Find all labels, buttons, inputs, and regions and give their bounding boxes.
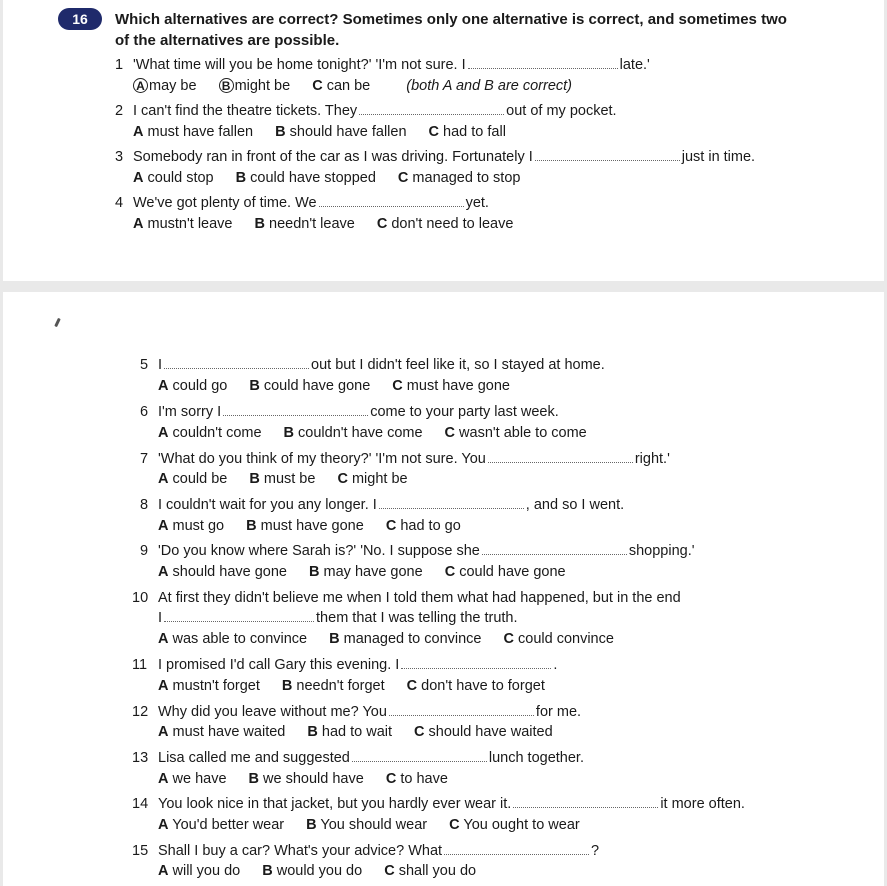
- answer-options: [158, 677, 567, 695]
- option-text: managed to convince: [343, 631, 482, 647]
- question-text-after: shopping.': [628, 543, 695, 559]
- option-letter: A: [158, 378, 169, 394]
- circled-option-letter: B: [219, 78, 234, 93]
- option-text: may be: [149, 78, 197, 94]
- option-text: could go: [172, 378, 228, 394]
- question-text: [158, 609, 518, 627]
- option-c[interactable]: [392, 377, 510, 395]
- option-letter: C: [385, 518, 397, 534]
- question-number: 9: [140, 543, 149, 559]
- answer-options: [158, 723, 575, 741]
- option-c[interactable]: [414, 723, 553, 741]
- option-b[interactable]: [249, 470, 315, 488]
- option-letter: B: [249, 378, 260, 394]
- option-letter: A: [158, 518, 169, 534]
- answer-blank[interactable]: [468, 56, 618, 69]
- answer-blank[interactable]: [223, 403, 368, 416]
- instruction-line-2: of the alternatives are possible.: [115, 32, 340, 49]
- option-text: might be: [351, 471, 408, 487]
- option-b[interactable]: [275, 123, 406, 141]
- option-text: must be: [263, 471, 316, 487]
- option-b[interactable]: [255, 215, 355, 233]
- option-text: don't need to leave: [391, 216, 514, 232]
- option-a[interactable]: [158, 723, 285, 741]
- option-letter: C: [376, 216, 388, 232]
- question-text-after: them that I was telling the truth.: [316, 610, 518, 626]
- answer-options: [158, 770, 470, 788]
- option-letter: B: [248, 771, 260, 787]
- question-text-line-1: At first they didn't believe me when I told them what had happened, but in the end: [158, 590, 681, 606]
- option-letter: B: [235, 170, 247, 186]
- option-text: we should have: [263, 771, 364, 787]
- answer-note: (both A and B are correct): [406, 78, 573, 94]
- option-b[interactable]: [284, 424, 423, 442]
- question-text-after: lunch together.: [488, 750, 584, 766]
- option-text: shall you do: [398, 863, 477, 879]
- option-letter: B: [307, 724, 318, 740]
- option-letter: B: [246, 518, 257, 534]
- option-a[interactable]: [133, 77, 197, 95]
- question-text-after: .: [553, 657, 558, 673]
- option-c[interactable]: [503, 630, 613, 648]
- answer-options: [158, 630, 636, 648]
- option-a[interactable]: [158, 470, 227, 488]
- option-letter: C: [444, 564, 456, 580]
- question-text: [158, 749, 584, 767]
- question-text-before: Shall I buy a car? What's your advice? What: [158, 843, 443, 859]
- answer-blank[interactable]: [352, 749, 487, 762]
- question-text-before: You look nice in that jacket, but you hardly ever wear it.: [158, 796, 512, 812]
- option-b[interactable]: [306, 816, 427, 834]
- option-c[interactable]: [445, 563, 566, 581]
- option-letter: B: [309, 564, 320, 580]
- question-text: [158, 450, 670, 468]
- option-text: must go: [172, 518, 225, 534]
- option-letter: C: [428, 124, 440, 140]
- option-letter: C: [397, 170, 409, 186]
- option-text: must have gone: [260, 518, 364, 534]
- question-number: 3: [115, 149, 124, 165]
- option-c[interactable]: [445, 424, 587, 442]
- option-text: could be: [172, 471, 228, 487]
- question-text: [133, 148, 755, 166]
- option-text: had to fall: [443, 124, 506, 140]
- question-number: 12: [132, 704, 149, 720]
- option-c[interactable]: [377, 215, 514, 233]
- option-letter: C: [449, 817, 460, 833]
- answer-options: [133, 123, 528, 141]
- question-text-before: I promised I'd call Gary this evening. I: [158, 657, 400, 673]
- option-b[interactable]: [236, 169, 376, 187]
- answer-blank[interactable]: [401, 656, 551, 669]
- answer-options: [158, 470, 430, 488]
- option-letter: A: [133, 124, 144, 140]
- option-text: You'd better wear: [172, 817, 285, 833]
- answer-blank[interactable]: [319, 194, 464, 207]
- question-text-before: I: [158, 357, 163, 373]
- option-text: should have gone: [172, 564, 288, 580]
- option-a[interactable]: [133, 215, 233, 233]
- question-text: [133, 56, 650, 74]
- question-text-before: 'What time will you be home tonight?' 'I'm not sure. I: [133, 57, 466, 73]
- option-text: You ought to wear: [463, 817, 580, 833]
- option-a[interactable]: [133, 169, 214, 187]
- option-letter: C: [312, 78, 323, 94]
- answer-blank[interactable]: [164, 609, 314, 622]
- option-text: should have waited: [428, 724, 553, 740]
- question-text-after: for me.: [535, 704, 582, 720]
- question-number: 15: [132, 843, 149, 859]
- option-a[interactable]: [158, 630, 307, 648]
- question-text: [158, 356, 605, 374]
- option-letter: C: [384, 863, 395, 879]
- question-text: [158, 703, 581, 721]
- question-text-before: I can't find the theatre tickets. They: [133, 103, 358, 119]
- option-text: couldn't come: [172, 425, 262, 441]
- option-letter: A: [133, 216, 144, 232]
- question-text-after: , and so I went.: [525, 497, 625, 513]
- question-number: 4: [115, 195, 124, 211]
- option-text: we have: [172, 771, 227, 787]
- option-letter: A: [158, 863, 169, 879]
- option-letter: B: [254, 216, 265, 232]
- question-number: 14: [132, 796, 149, 812]
- option-letter: B: [262, 863, 273, 879]
- option-a[interactable]: [158, 677, 260, 695]
- option-letter: A: [158, 817, 169, 833]
- option-b[interactable]: [282, 677, 385, 695]
- option-text: could have stopped: [250, 170, 376, 186]
- question-text-after: out but I didn't feel like it, so I stayed at home.: [311, 357, 605, 373]
- option-text: would you do: [276, 863, 363, 879]
- exercise-number-badge: 16: [58, 8, 102, 30]
- question-text: [158, 842, 599, 860]
- option-text: mustn't forget: [172, 678, 260, 694]
- option-c[interactable]: [337, 470, 407, 488]
- question-text-after: right.': [634, 451, 670, 467]
- question-text-after: just in time.: [681, 149, 756, 165]
- answer-options: [133, 215, 535, 233]
- question-text-before: 'What do you think of my theory?' 'I'm not sure. You: [158, 451, 486, 467]
- option-letter: A: [158, 771, 169, 787]
- option-letter: B: [283, 425, 295, 441]
- question-number: 6: [140, 404, 149, 420]
- option-text: should have fallen: [289, 124, 407, 140]
- option-text: needn't leave: [269, 216, 355, 232]
- option-letter: B: [329, 631, 340, 647]
- answer-blank[interactable]: [359, 102, 504, 115]
- option-text: might be: [234, 78, 291, 94]
- question-text-before: Somebody ran in front of the car as I was driving. Fortunately I: [133, 149, 533, 165]
- option-b[interactable]: [249, 770, 364, 788]
- answer-options: [158, 424, 609, 442]
- option-a[interactable]: [158, 563, 287, 581]
- question-text-before: We've got plenty of time. We: [133, 195, 317, 211]
- question-text-after: come to your party last week.: [370, 404, 559, 420]
- option-text: managed to stop: [412, 170, 521, 186]
- question-number: 8: [140, 497, 149, 513]
- option-text: needn't forget: [296, 678, 385, 694]
- option-a[interactable]: [133, 123, 253, 141]
- option-a[interactable]: [158, 770, 227, 788]
- option-letter: A: [158, 678, 169, 694]
- option-text: may have gone: [323, 564, 423, 580]
- option-letter: B: [281, 678, 293, 694]
- option-b[interactable]: [249, 377, 370, 395]
- question-text: [133, 194, 489, 212]
- option-b[interactable]: [262, 862, 362, 880]
- question-text-before: I couldn't wait for you any longer. I: [158, 497, 377, 513]
- option-b[interactable]: [246, 517, 364, 535]
- option-b[interactable]: [307, 723, 392, 741]
- option-letter: A: [133, 170, 144, 186]
- option-c[interactable]: [449, 816, 580, 834]
- question-number: 10: [132, 590, 149, 606]
- option-a[interactable]: [158, 517, 224, 535]
- question-text: [158, 496, 624, 514]
- option-letter: A: [158, 425, 169, 441]
- question-number: 1: [115, 57, 124, 73]
- option-text: had to wait: [321, 724, 393, 740]
- answer-options: [158, 517, 483, 535]
- question-number: 13: [132, 750, 149, 766]
- option-letter: A: [158, 471, 169, 487]
- answer-blank[interactable]: [513, 795, 658, 808]
- option-text: must have fallen: [147, 124, 254, 140]
- option-text: will you do: [172, 863, 241, 879]
- option-c[interactable]: [386, 517, 461, 535]
- option-letter: C: [337, 471, 348, 487]
- option-c[interactable]: [398, 169, 521, 187]
- option-text: could have gone: [459, 564, 566, 580]
- option-letter: C: [406, 678, 418, 694]
- option-text: mustn't leave: [147, 216, 233, 232]
- option-letter: B: [275, 124, 286, 140]
- option-text: You should wear: [320, 817, 428, 833]
- question-text: [158, 656, 557, 674]
- answer-options: [133, 77, 572, 95]
- option-letter: A: [158, 724, 169, 740]
- question-number: 11: [132, 657, 148, 673]
- option-a[interactable]: [158, 816, 284, 834]
- circled-option-letter: A: [133, 78, 148, 93]
- option-text: don't have to forget: [421, 678, 545, 694]
- question-number: 5: [140, 357, 149, 373]
- question-text: [158, 542, 695, 560]
- question-text-before: 'Do you know where Sarah is?' 'No. I suppose she: [158, 543, 480, 559]
- option-a[interactable]: [158, 862, 240, 880]
- option-text: could convince: [518, 631, 614, 647]
- question-text-after: yet.: [465, 195, 489, 211]
- option-text: could stop: [147, 170, 214, 186]
- question-text: [158, 403, 559, 421]
- option-text: must have gone: [406, 378, 510, 394]
- question-text-before: Why did you leave without me? You: [158, 704, 387, 720]
- option-letter: C: [444, 425, 456, 441]
- answer-blank[interactable]: [389, 703, 534, 716]
- option-text: can be: [326, 78, 371, 94]
- option-letter: B: [306, 817, 317, 833]
- answer-options: [133, 169, 542, 187]
- answer-blank[interactable]: [379, 496, 524, 509]
- option-letter: C: [392, 378, 403, 394]
- option-text: was able to convince: [172, 631, 308, 647]
- question-text-after: ?: [591, 843, 600, 859]
- option-a[interactable]: [158, 377, 227, 395]
- question-text-before: I: [158, 610, 163, 626]
- instruction-line-1: Which alternatives are correct? Sometimes only one alternative is correct, and sometimes two: [115, 11, 787, 28]
- option-a[interactable]: [158, 424, 262, 442]
- option-c[interactable]: [312, 77, 370, 95]
- answer-options: [158, 377, 532, 395]
- question-text-before: Lisa called me and suggested: [158, 750, 350, 766]
- option-text: had to go: [400, 518, 461, 534]
- option-letter: A: [158, 631, 169, 647]
- option-letter: C: [385, 771, 397, 787]
- question-text: [158, 795, 745, 813]
- option-text: could have gone: [263, 378, 371, 394]
- option-letter: C: [503, 631, 514, 647]
- option-letter: B: [249, 471, 260, 487]
- question-text-before: I'm sorry I: [158, 404, 222, 420]
- question-text: [133, 102, 617, 120]
- answer-blank[interactable]: [482, 542, 627, 555]
- answer-blank[interactable]: [164, 356, 309, 369]
- answer-blank[interactable]: [444, 842, 589, 855]
- answer-blank[interactable]: [535, 148, 680, 161]
- option-letter: A: [158, 564, 169, 580]
- answer-options: [158, 563, 588, 581]
- question-text-after: out of my pocket.: [506, 103, 617, 119]
- option-text: must have waited: [172, 724, 286, 740]
- option-c[interactable]: [384, 862, 476, 880]
- option-letter: C: [414, 724, 425, 740]
- question-number: 7: [140, 451, 149, 467]
- option-c[interactable]: [407, 677, 545, 695]
- option-text: couldn't have come: [298, 425, 423, 441]
- option-b[interactable]: [329, 630, 481, 648]
- option-b[interactable]: [309, 563, 423, 581]
- option-c[interactable]: [429, 123, 506, 141]
- option-text: wasn't able to come: [459, 425, 587, 441]
- option-text: to have: [400, 771, 448, 787]
- question-number: 2: [115, 103, 124, 119]
- answer-options: [158, 816, 602, 834]
- option-c[interactable]: [386, 770, 448, 788]
- question-text-after: late.': [619, 57, 650, 73]
- answer-options: [158, 862, 498, 880]
- question-text-after: it more often.: [660, 796, 745, 812]
- answer-blank[interactable]: [488, 450, 633, 463]
- option-b[interactable]: [219, 77, 291, 95]
